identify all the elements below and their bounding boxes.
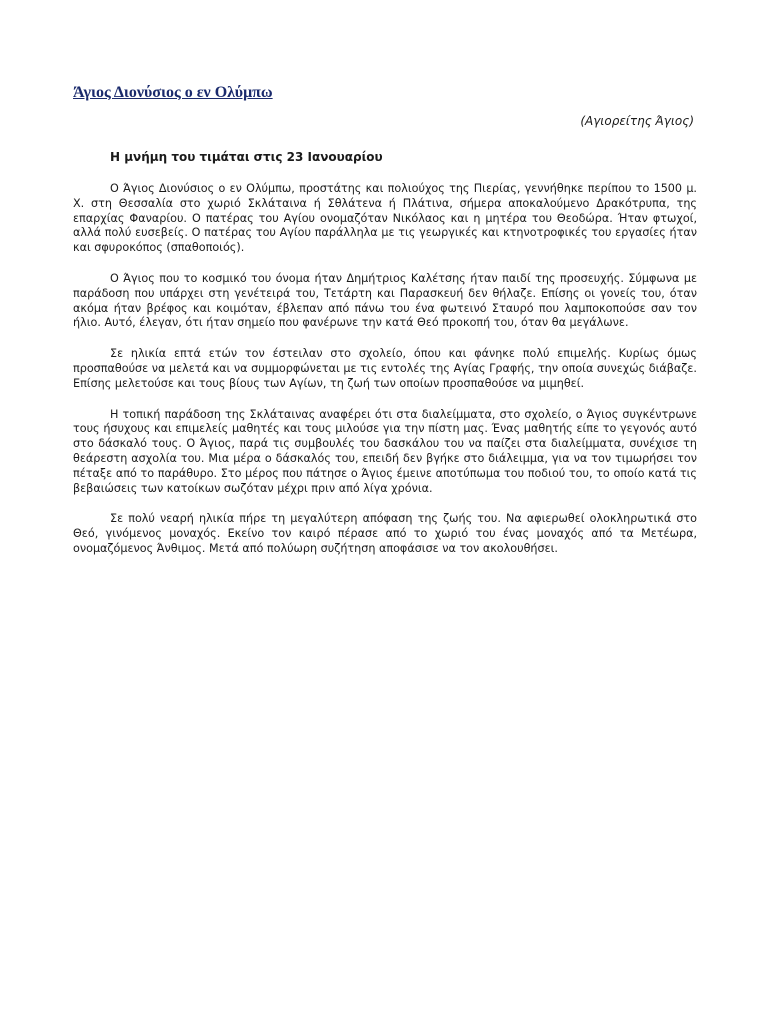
paragraph-3: Σε ηλικία επτά ετών τον έστειλαν στο σχολείο, όπου και φάνηκε πολύ επιμελής. Κυρίως όμως προσπαθούσε να μελετά και να συμμορφώνεται με τις εντολές της Αγίας Γραφής, την οποία συνεχώς διάβαζε. Επίσης μελετούσε και τους βίους των Αγίων, τη ζωή των οποίων προσπαθούσε να μιμηθεί. — [73, 347, 697, 390]
document-subtitle: (Αγιορείτης Άγιος) — [580, 114, 694, 128]
paragraph-5: Σε πολύ νεαρή ηλικία πήρε τη μεγαλύτερη απόφαση της ζωής του. Να αφιερωθεί ολοκληρωτικά στο Θεό, γινόμενος μοναχός. Εκείνο τον καιρό πέρασε από το χωριό του ένας μοναχός από τα Μετέωρα, ονομαζόμενος Άνθιμος. Μετά από πολύωρη συζήτηση αποφάσισε να τον ακολουθήσει. — [73, 512, 697, 555]
paragraph-1: Ο Άγιος Διονύσιος ο εν Ολύμπω, προστάτης και πολιούχος της Πιερίας, γεννήθηκε περίπου το 1500 μ. Χ. στη Θεσσαλία στο χωριό Σκλάταινα ή Σθλάτενα ή Πλάτινα, σήμερα αποκαλούμενο Δρακότρυπα, της επαρχίας Φαναρίου. Ο πατέρας του Αγίου ονομαζόταν Νικόλαος και η μητέρα του Θεοδώρα. Ήταν φτωχοί, αλλά πολύ ευσεβείς. Ο πατέρας του Αγίου παράλληλα με τις γεωργικές και κτηνοτροφικές του εργασίες ήταν και σφυροκόπος (σπαθοποιός). — [73, 182, 697, 255]
commemoration-date: Η μνήμη του τιμάται στις 23 Ιανουαρίου — [110, 150, 383, 164]
paragraph-2: Ο Άγιος που το κοσμικό του όνομα ήταν Δημήτριος Καλέτσης ήταν παιδί της προσευχής. Σύμφωνα με παράδοση που υπάρχει στη γενέτειρά του, Τετάρτη και Παρασκευή δεν θήλαζε. Επίσης οι γονείς του, όταν ακόμα ήταν βρέφος και κοιμόταν, έβλεπαν από πάνω του ένα φωτεινό Σταυρό που λαμποκοπούσε σαν τον ήλιο. Αυτό, έλεγαν, ότι ήταν σημείο που φανέρωνε την κατά Θεό προκοπή του, όταν θα μεγάλωνε. — [73, 271, 697, 330]
paragraph-4: Η τοπική παράδοση της Σκλάταινας αναφέρει ότι στα διαλείμματα, στο σχολείο, ο Άγιος συγκέντρωνε τους ήσυχους και επιμελείς μαθητές και τους μιλούσε για την πίστη μας. Ένας μαθητής είπε το γεγονός αυτό στο δάσκαλό τους. Ο Άγιος, παρά τις συμβουλές του δασκάλου του να παίζει στα διαλείμματα, συνέχισε τη θεάρεστη ασχολία του. Μια μέρα ο δάσκαλός του, επειδή δεν βγήκε στο διάλειμμα, για να τον τιμωρήσει τον πέταξε από το παράθυρο. Στο μέρος που πάτησε ο Άγιος έμεινε αποτύπωμα του ποδιού του, το οποίο κατά τις βεβαιώσεις των κατοίκων σωζόταν μέχρι πριν από λίγα χρόνια. — [73, 407, 697, 495]
document-title[interactable]: Άγιος Διονύσιος ο εν Ολύμπω — [73, 84, 273, 101]
document-page — [73, 82, 697, 557]
